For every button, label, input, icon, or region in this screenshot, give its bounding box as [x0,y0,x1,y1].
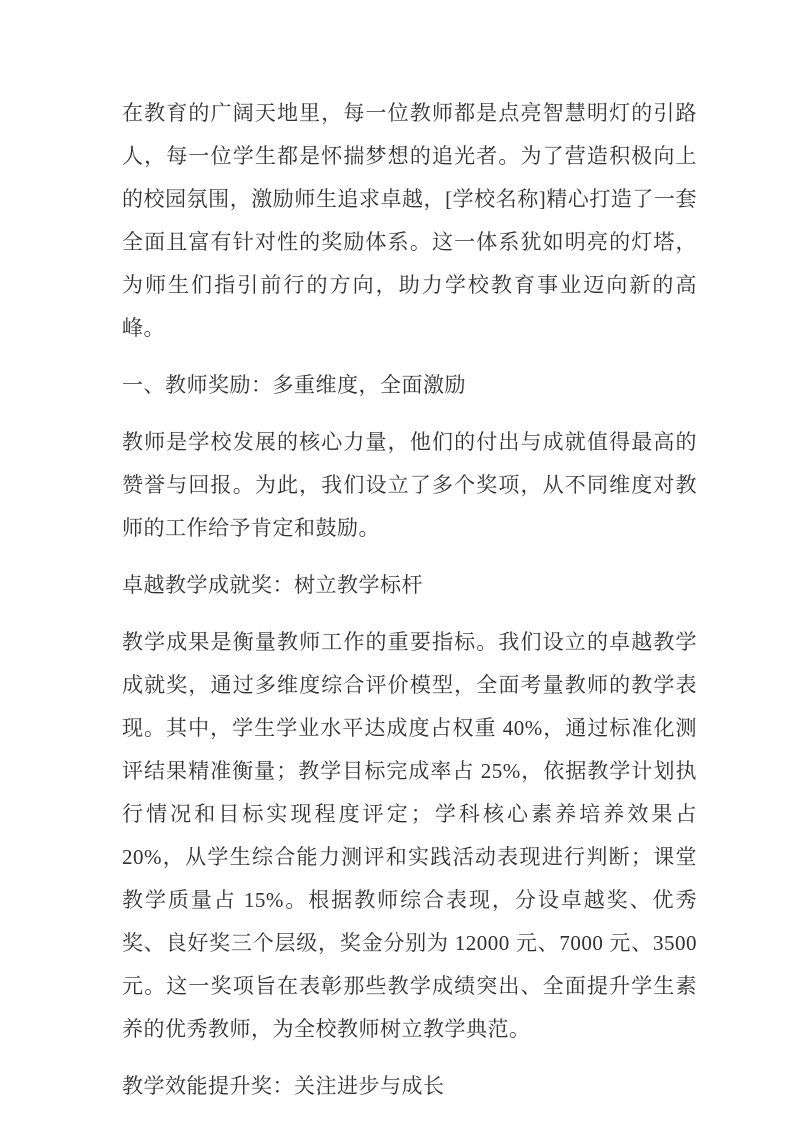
excellent-teaching-award-paragraph: 教学成果是衡量教师工作的重要指标。我们设立的卓越教学成就奖，通过多维度综合评价模型，全面考量教师的教学表现。其中，学生学业水平达成度占权重 40%，通过标准化测评结果精准衡量；教学目标完成率占 25%，依据教学计划执行情况和目标实现程度评定；学科核心素养培养效果占 20%，从学生综合能力测评和实践活动表现进行判断；课堂教学质量占 15%。根据教师综合表现，分设卓越奖、优秀奖、良好奖三个层级，奖金分别为 12000 元、7000 元、3500 元。这一奖项旨在表彰那些教学成绩突出、全面提升学生素养的优秀教师，为全校教师树立教学典范。 [122,630,697,1041]
teacher-rewards-paragraph: 教师是学校发展的核心力量，他们的付出与成就值得最高的赞誉与回报。为此，我们设立了多个奖项，从不同维度对教师的工作给予肯定和鼓励。 [122,430,697,540]
section-heading-teacher-rewards: 一、教师奖励：多重维度，全面激励 [122,373,466,397]
section-heading-teaching-efficiency-award: 教学效能提升奖：关注进步与成长 [122,1074,445,1098]
intro-paragraph: 在教育的广阔天地里，每一位教师都是点亮智慧明灯的引路人，每一位学生都是怀揣梦想的追光者。为了营造积极向上的校园氛围，激励师生追求卓越，[学校名称]精心打造了一套全面且富有针对性的奖励体系。这一体系犹如明亮的灯塔，为师生们指引前行的方向，助力学校教育事业迈向新的高峰。 [122,101,697,340]
section-heading-excellent-teaching-award: 卓越教学成就奖：树立教学标杆 [122,573,423,597]
